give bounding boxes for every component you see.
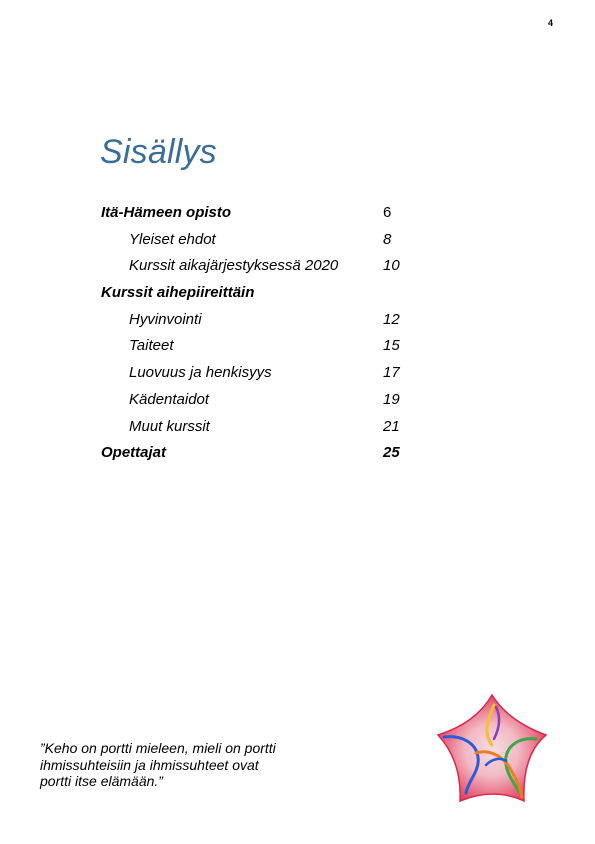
quote [40,740,340,790]
toc-entry-label: Muut kurssit [129,417,210,435]
toc-entry-page: 8 [383,230,392,248]
toc-entry[interactable] [0,231,595,258]
quote-line: ”Keho on portti mieleen, mieli on portti [40,740,276,756]
toc-entry-label: Opettajat [101,444,167,462]
table-of-contents [0,204,595,471]
toc-entry[interactable] [0,364,595,391]
toc-entry-page: 15 [383,337,400,355]
toc-entry[interactable] [0,337,595,364]
quote-line: ihmissuhteisiin ja ihmissuhteet ovat [40,756,259,773]
toc-entry[interactable] [0,311,595,338]
page-title: Sisällys [100,133,217,171]
page-number: 4 [548,18,554,28]
toc-entry[interactable] [0,444,595,471]
toc-entry[interactable] [0,257,595,284]
toc-entry[interactable] [0,204,595,231]
quote-line: portti itse elämään.” [40,773,163,789]
toc-entry-page: 21 [383,417,400,435]
toc-entry[interactable] [0,391,595,418]
toc-entry-label: Kurssit aihepiireittäin [101,284,255,302]
toc-entry-page: 17 [383,364,400,382]
toc-entry-label: Yleiset ehdot [129,230,216,248]
toc-entry-label: Kädentaidot [129,390,210,408]
toc-entry[interactable] [0,418,595,445]
star-logo-icon [436,693,548,803]
toc-entry-page: 10 [383,257,400,275]
toc-entry[interactable] [0,284,595,311]
toc-entry-label: Luovuus ja henkisyys [129,364,272,382]
toc-entry-label: Kurssit aikajärjestyksessä 2020 [129,257,339,275]
toc-entry-page: 12 [383,310,400,328]
toc-entry-page: 19 [383,390,400,408]
toc-entry-label: Hyvinvointi [129,310,202,328]
toc-entry-page: 6 [383,204,392,221]
toc-entry-label: Itä-Hämeen opisto [101,204,232,221]
toc-entry-page: 25 [383,444,400,462]
toc-entry-label: Taiteet [129,337,174,355]
